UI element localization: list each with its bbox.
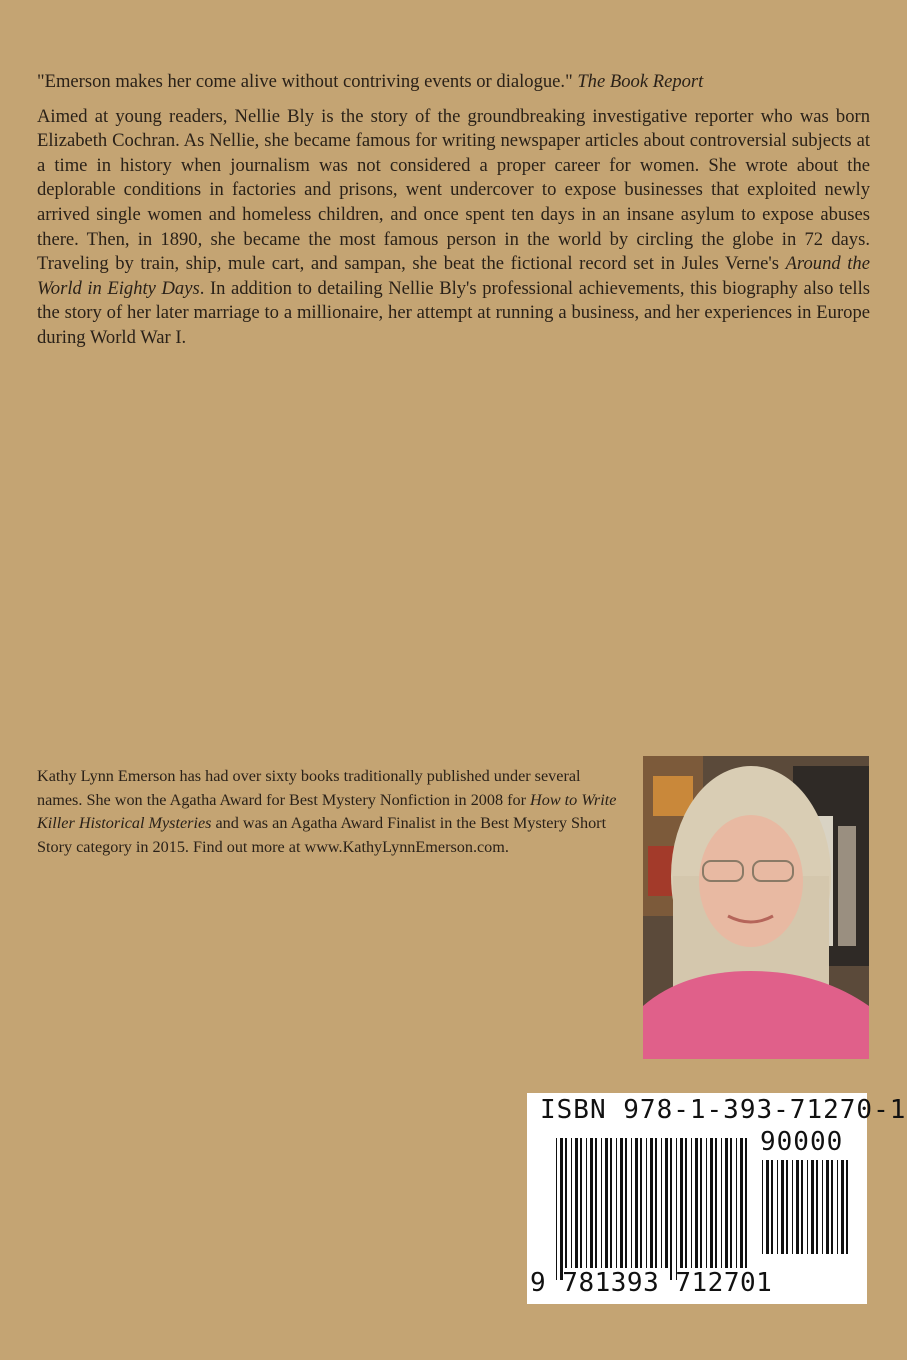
barcode-bar: [700, 1138, 702, 1268]
barcode-bar: [665, 1138, 668, 1268]
barcode-bar: [796, 1160, 799, 1254]
barcode-bar: [670, 1138, 672, 1280]
book-description: [37, 105, 870, 351]
barcode-bar: [766, 1160, 769, 1254]
barcode-bar: [640, 1138, 642, 1268]
barcode-bar: [786, 1160, 788, 1254]
ean-digits: 9 781393 712701: [530, 1268, 773, 1298]
barcode-bar: [811, 1160, 814, 1254]
barcode-bar: [695, 1138, 698, 1268]
barcode-bar: [715, 1138, 717, 1268]
bio-text-1: Kathy Lynn Emerson has had over sixty books traditionally published under several names. She won the Agatha Award for Best Mystery Nonfiction in 2008 for: [37, 767, 581, 809]
barcode-bar: [792, 1160, 793, 1254]
barcode-bar: [616, 1138, 617, 1268]
description-text-2: . In addition to detailing Nellie Bly's professional achievements, this biography also tells the story of her later marriage to a millionaire, her attempt at running a business, and her experiences in Europe during World War I.: [37, 277, 871, 348]
barcode-bar: [580, 1138, 582, 1268]
barcode-bar: [655, 1138, 657, 1268]
barcode-bar: [826, 1160, 829, 1254]
ean-barcode: [556, 1138, 750, 1280]
barcode-bar: [610, 1138, 612, 1268]
barcode-bar: [650, 1138, 653, 1268]
author-portrait-illustration: [643, 756, 869, 1059]
barcode-bar: [601, 1138, 602, 1268]
back-cover-blurb: [37, 70, 870, 351]
quote-text: "Emerson makes her come alive without contriving events or dialogue.": [37, 71, 573, 92]
barcode-bar: [661, 1138, 662, 1268]
barcode-bar: [721, 1138, 722, 1268]
barcode-bar: [816, 1160, 818, 1254]
barcode-bar: [740, 1138, 743, 1268]
barcode-bar: [560, 1138, 563, 1280]
barcode-bar: [635, 1138, 638, 1268]
bio-book-title: How to Write Killer Historical Mysteries: [37, 790, 617, 833]
barcode-bar: [745, 1138, 747, 1268]
barcode-bar: [676, 1138, 677, 1280]
author-bio: [37, 765, 622, 859]
barcode-bar: [706, 1138, 707, 1268]
barcode-bar: [736, 1138, 737, 1268]
barcode-bar: [710, 1138, 713, 1268]
price-code: 90000: [760, 1127, 844, 1157]
barcode-bar: [837, 1160, 838, 1254]
barcode-bar: [625, 1138, 627, 1268]
barcode-bar: [762, 1160, 763, 1254]
barcode-bar: [605, 1138, 608, 1268]
description-book-title: Around the World in Eighty Days: [37, 253, 870, 299]
quote-source: The Book Report: [577, 71, 704, 92]
bio-text-2: and was an Agatha Award Finalist in the Best Mystery Short Story category in 2015. Find out more at www.KathyLynnEmerson.com.: [37, 814, 607, 856]
barcode-bar: [801, 1160, 803, 1254]
barcode-bar: [586, 1138, 587, 1268]
barcode-bar: [631, 1138, 632, 1268]
barcode-bar: [691, 1138, 692, 1268]
barcode-bar: [575, 1138, 578, 1268]
review-quote: [37, 70, 870, 95]
barcode-bar: [841, 1160, 844, 1254]
barcode-bar: [620, 1138, 623, 1268]
price-addon-barcode: [762, 1160, 854, 1266]
barcode-bar: [685, 1138, 687, 1268]
barcode-bar: [571, 1138, 572, 1268]
barcode-bar: [556, 1138, 557, 1280]
barcode-bar: [680, 1138, 683, 1268]
barcode-bar: [590, 1138, 593, 1268]
description-text-1: Aimed at young readers, Nellie Bly is the story of the groundbreaking investigative reporter who was born Elizabeth Cochran. As Nellie, she became famous for writing newspaper articles about controversial subjects at a time in history when journalism was not considered a proper career for women. She wrote about the deplorable conditions in factories and prisons, went undercover to expose businesses that exploited newly arrived single women and homeless children, and once spent ten days in an insane asylum to expose abuses there. Then, in 1890, she became the most famous person in the world by circling the globe in 72 days. Traveling by train, ship, mule cart, and sampan, she beat the fictional record set in Jules Verne's: [37, 105, 870, 275]
barcode-bar: [565, 1138, 567, 1268]
barcode-bar: [730, 1138, 732, 1268]
barcode-bar: [595, 1138, 597, 1268]
barcode-bar: [781, 1160, 784, 1254]
barcode-bar: [831, 1160, 833, 1254]
barcode-bar: [822, 1160, 823, 1254]
author-photo: [643, 756, 869, 1059]
isbn-label: ISBN 978-1-393-71270-1: [540, 1095, 907, 1125]
barcode-bar: [725, 1138, 728, 1268]
barcode-bar: [777, 1160, 778, 1254]
barcode-bar: [807, 1160, 808, 1254]
barcode-bar: [646, 1138, 647, 1268]
barcode-bar: [771, 1160, 773, 1254]
barcode-bar: [846, 1160, 848, 1254]
